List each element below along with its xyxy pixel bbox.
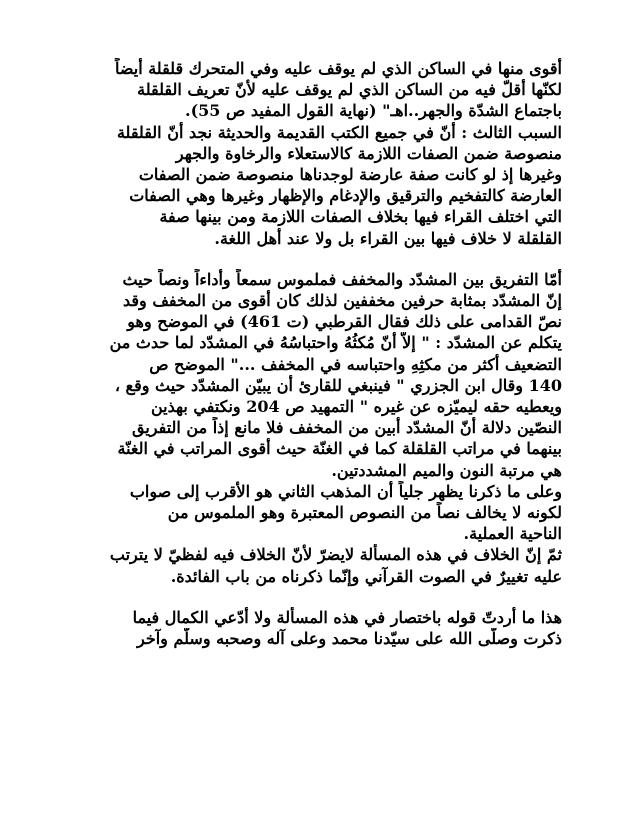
text-line: نصّ القدامى على ذلك فقال القرطبي (ت 461) في الموضح وهو [127, 312, 562, 332]
text-line: العارضة كالتفخيم والترقيق والإدغام والإظهار وغيرها وهي الصفات [129, 186, 562, 206]
text-line: أمّا التفريق بين المشدّد والمخفف فملموس سمعاً وأداءاً ونصاً حيث [122, 269, 562, 289]
text-line: لكونه لا يخالف نصاً من النصوص المعتبرة وهو الملموس من [167, 503, 562, 523]
arabic-text-body [96, 58, 562, 649]
text-line: ذكرت وصلّى الله على سيّدنا محمد وعلى آله وصحبه وسلّم وآخر [137, 629, 562, 649]
text-line: وغيرها إذ لو كانت صفة عارضة لوجدناها منصوصة ضمن الصفات [138, 165, 562, 185]
text-line: السبب الثالث : أنّ في جميع الكتب القديمة والحديثة نجد أنّ القلقلة [116, 122, 562, 142]
text-line: 140 وقال ابن الجزري " فينبغي للقارئ أن يبيّن المشدّد حيث وقع ، [114, 375, 562, 395]
text-line: منصوصة ضمن الصفات اللازمة كالاستعلاء والرخاوة والجهر [175, 143, 562, 163]
text-line: التضعيف أكثر من مكثِهِ واحتباسه في المخفف ..." الموضح ص [149, 354, 562, 374]
text-line: باجتماع الشدّة والجهر..اهـ" (نهاية القول المفيد ص 55). [185, 101, 562, 121]
paragraph-gap [96, 249, 562, 269]
text-line: ويعطيه حقه ليميّزه عن غيره " التمهيد ص 204 ونكتفي بهذين [150, 397, 562, 417]
text-line: إنّ المشدّد بمثابة حرفين مخففين لذلك كان أقوى من المخفف وقد [122, 291, 562, 311]
text-line: الناحية العملية. [463, 524, 562, 544]
text-line: التي اختلف القراء فيها بخلاف الصفات اللازمة ومن بينها صفة [159, 207, 562, 227]
text-line: أقوى منها في الساكن الذي لم يوقف عليه وفي المتحرك قلقلة أيضاً [114, 59, 562, 78]
text-line: عليه تغييرٌ في الصوت القرآني وإنّما ذكرناه من باب الفائدة. [170, 566, 562, 586]
paragraph-1 [96, 58, 562, 249]
paragraph-2 [96, 269, 562, 587]
text-line: وعلى ما ذكرنا يظهر جلياً أن المذهب الثاني هو الأقرب إلى صواب [129, 481, 562, 501]
text-line: ثمّ إنّ الخلاف في هذه المسألة لايضرّ لأنّ الخلاف فيه لفظيّ لا يترتب [109, 545, 562, 565]
paragraph-3 [96, 607, 562, 649]
text-line: يتكلم عن المشدّد : " إلاّ أنّ مُكثُهُ واحتباسُهُ في المشدّد لما حدث من [109, 333, 562, 353]
text-line: النصّين دلالة أنّ المشدّد أبين من المخفف فلا مانع إذاً من التفريق [131, 418, 562, 438]
paragraph-gap [96, 587, 562, 607]
text-line: هذا ما أردتّ قوله باختصار في هذه المسألة ولا أدّعي الكمال فيما [132, 607, 562, 627]
text-line: هي مرتبة النون والميم المشددتين. [331, 460, 562, 480]
text-line: لكنّها أقلّ فيه من الساكن الذي لم يوقف عليه لأنّ تعريف القلقلة [137, 80, 562, 100]
text-line: القلقلة لا خلاف فيها بين القراء بل ولا عند أهل اللغة. [214, 228, 562, 248]
text-line: بينهما في مراتب القلقلة كما في الغنّة حيث أقوى المراتب في الغنّة [117, 439, 562, 459]
